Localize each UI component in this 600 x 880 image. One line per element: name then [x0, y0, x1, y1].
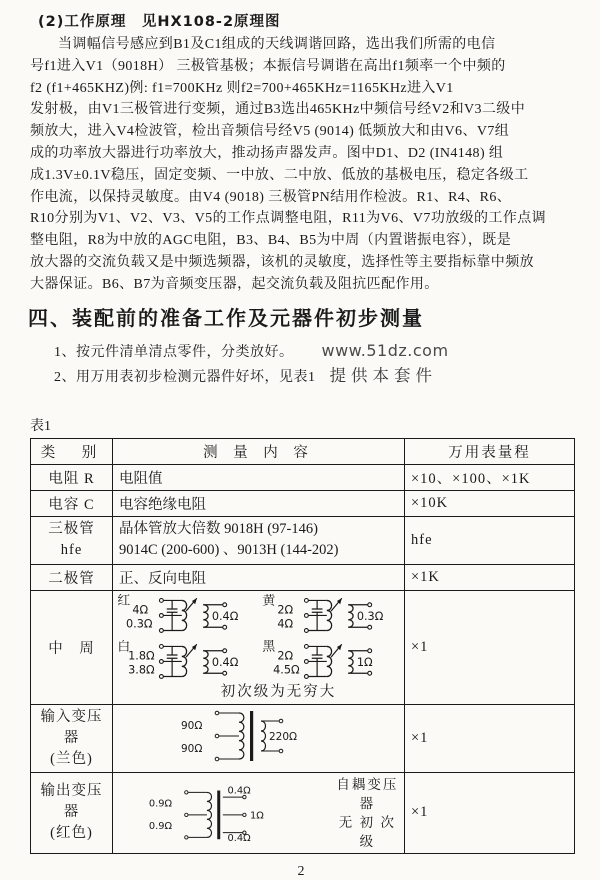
capacitor-range: ×10K [405, 490, 575, 516]
input-transformer-category-line1: 输入变压器 [40, 708, 103, 746]
table-row-if-transformer [31, 590, 575, 704]
if-transformer-black-diagram [260, 640, 400, 684]
output-transformer-diagram [147, 782, 297, 844]
output-secondary-mid-label: 1Ω [250, 810, 264, 822]
if-secondary-label: 1Ω [356, 655, 373, 669]
if-transformer-content [113, 590, 405, 704]
transistor-category-line1: 三极管 [48, 521, 95, 538]
diode-category: 二极管 [31, 564, 113, 590]
if-transformer-yellow-diagram [260, 594, 400, 638]
paragraph-line: 频放大，进入V4检波管，检出音频信号经V5 (9014) 低频放大和由V6、V7组 [30, 124, 510, 140]
output-note-line1: 自耦变压器 [336, 776, 399, 811]
input-transformer-diagram [173, 708, 353, 764]
transistor-range: hfe [405, 516, 575, 564]
if-color-label: 黄 [262, 593, 276, 609]
paragraph-line: 大器保证。B6、B7为音频变压器，起交流负载及阻抗匹配作用。 [30, 276, 439, 292]
output-transformer-category-line2: (红色) [50, 825, 93, 842]
output-transformer-note [331, 775, 404, 851]
list-item-row [30, 339, 572, 364]
table-row-output-transformer [31, 772, 575, 853]
transistor-content-line1: 晶体管放大倍数 9018H (97-146) [119, 520, 318, 537]
output-transformer-content [113, 772, 405, 853]
if-primary-top-label: 2Ω [277, 602, 294, 616]
output-secondary-top-label: 0.4Ω [227, 784, 251, 796]
subsection-heading: (2)工作原理 见HX108-2原理图 [38, 14, 281, 30]
output-primary-top-label: 0.9Ω [148, 798, 173, 810]
if-primary-bottom-label: 4Ω [277, 616, 294, 630]
paragraph-line: 作电流，以保持灵敏度。由V4 (9018) 三极管PN结用作检波。R1、R4、R6、 [30, 189, 512, 205]
paragraph-line: 发射极，由V1三极管进行变频，通过B3选出465KHz中频信号经V2和V3二级中 [30, 102, 526, 118]
table-header-row [31, 438, 575, 464]
input-secondary-label: 220Ω [269, 730, 298, 743]
paragraph-line: 成的功率放大器进行功率放大，推动扬声器发声。图中D1、D2 (IN4148) 组 [30, 145, 504, 161]
if-primary-bottom-label: 0.3Ω [125, 616, 153, 630]
watermark-url: www.51dz.com [321, 340, 449, 360]
paragraph-line: 成1.3V±0.1V稳压，固定变频、一中放、二中放、低放的基极电压，稳定各级工 [30, 167, 529, 183]
input-primary-top-label: 90Ω [181, 719, 203, 732]
list-item-1: 1、按元件清单清点零件，分类放好。 [54, 344, 294, 360]
if-color-label: 白 [117, 639, 131, 655]
if-color-label: 红 [117, 593, 131, 609]
if-transformer-range: ×1 [405, 590, 575, 704]
output-transformer-range: ×1 [405, 772, 575, 853]
paragraph-line: f2 (f1+465KHZ)例: f1=700KHz 则f2=700+465KHz=1165KHz进入V1 [30, 80, 454, 96]
output-transformer-category [31, 772, 113, 853]
output-secondary-bottom-label: 0.4Ω [227, 832, 251, 844]
transistor-category [31, 516, 113, 564]
header-category: 类 别 [31, 438, 113, 464]
table-row-capacitor [31, 490, 575, 516]
if-secondary-label: 0.3Ω [356, 609, 384, 623]
if-transformer-white-diagram [115, 640, 255, 684]
if-transformer-diagram-grid [113, 591, 404, 684]
if-primary-bottom-label: 3.8Ω [128, 662, 155, 676]
diode-range: ×1K [405, 564, 575, 590]
output-note-line2: 无 初 次 级 [338, 814, 397, 849]
if-primary-top-label: 4Ω [132, 602, 149, 616]
if-color-label: 黑 [262, 639, 276, 655]
if-primary-top-label: 2Ω [277, 648, 294, 662]
transistor-content [113, 516, 405, 564]
input-transformer-category [31, 704, 113, 772]
if-secondary-label: 0.4Ω [211, 655, 239, 669]
paragraph-line: 号f1进入V1（9018H） 三极管基极；本振信号调谐在高出f1频率一个中频的 [30, 58, 506, 74]
table-row-diode [31, 564, 575, 590]
paragraph-line: 当调幅信号感应到B1及C1组成的天线调谐回路，选出我们所需的电信 [58, 37, 496, 52]
page-number: 2 [297, 863, 305, 879]
list-item-row [30, 364, 572, 389]
paragraph-line: R10分别为V1、V2、V3、V5的工作点调整电阻，R11为V6、V7功放级的工作点调 [30, 211, 547, 227]
header-content: 测 量 内 容 [113, 438, 405, 464]
output-transformer-category-line1: 输出变压器 [40, 783, 103, 821]
input-transformer-content [113, 704, 405, 772]
transistor-content-line2: 9014C (200-600) 、9013H (144-202) [119, 542, 339, 559]
if-transformer-red-diagram [115, 594, 255, 638]
list-item-2: 2、用万用表初步检测元器件好坏，见表1 [54, 369, 316, 385]
if-primary-bottom-label: 4.5Ω [273, 662, 300, 676]
resistor-range: ×10、×100、×1K [405, 464, 575, 490]
principle-paragraph [30, 34, 572, 296]
header-range: 万用表量程 [405, 438, 575, 464]
capacitor-category: 电容 C [31, 490, 113, 516]
table-row-transistor [31, 516, 575, 564]
table-row-resistor [31, 464, 575, 490]
if-secondary-label: 0.4Ω [211, 609, 239, 623]
input-transformer-range: ×1 [405, 704, 575, 772]
capacitor-content: 电容绝缘电阻 [113, 490, 405, 516]
paragraph-line: 放大器的交流负载又是中频选频器，该机的灵敏度，选择性等主要指标靠中频放 [30, 254, 534, 270]
watermark-text: 提供本套件 [329, 365, 437, 385]
measurement-table [30, 438, 575, 854]
diode-content: 正、反向电阻 [113, 564, 405, 590]
output-primary-bottom-label: 0.9Ω [148, 820, 173, 832]
resistor-content: 电阻值 [113, 464, 405, 490]
table-label: 表1 [30, 418, 51, 434]
input-transformer-category-line2: (兰色) [50, 750, 93, 767]
section-heading: 四、装配前的准备工作及元器件初步测量 [28, 305, 424, 330]
paragraph-line: 整电阻，R8为中放的AGC电阻，B3、B4、B5为中周（内置谐振电容），既是 [30, 233, 512, 249]
input-primary-bottom-label: 90Ω [181, 742, 203, 755]
table-row-input-transformer [31, 704, 575, 772]
if-primary-top-label: 1.8Ω [128, 648, 155, 662]
transistor-category-line2: hfe [60, 542, 83, 559]
if-transformer-note: 初次级为无穷大 [220, 683, 337, 700]
resistor-category: 电阻 R [31, 464, 113, 490]
output-transformer-row [147, 775, 404, 851]
if-transformer-category: 中 周 [31, 590, 113, 704]
